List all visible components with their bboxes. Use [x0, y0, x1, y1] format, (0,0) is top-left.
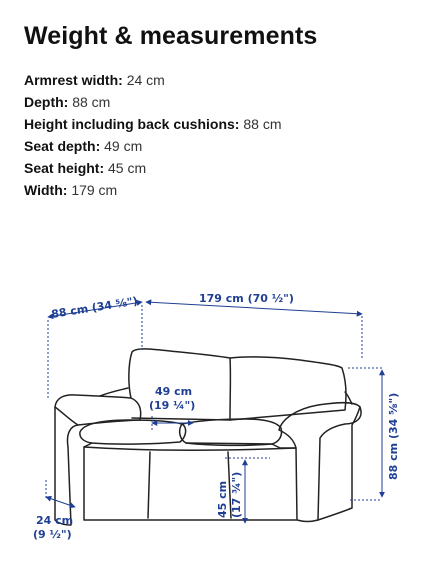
- seat-height-cm-label: 45 cm: [216, 480, 229, 518]
- page-title: Weight & measurements: [24, 22, 318, 50]
- spec-label: Width:: [24, 182, 68, 198]
- spec-label: Seat depth:: [24, 138, 101, 154]
- depth-dimension-label: 88 cm (34 ⅝"): [50, 294, 139, 321]
- spec-value: 24 cm: [126, 72, 165, 88]
- spec-value: 179 cm: [71, 182, 118, 198]
- spec-label: Seat height:: [24, 160, 105, 176]
- spec-label: Height including back cushions:: [24, 116, 240, 132]
- armrest-in-label: (9 ½"): [33, 528, 72, 541]
- spec-item-height: [24, 113, 281, 135]
- spec-list: [24, 69, 281, 201]
- sofa-dimension-drawing: [0, 270, 439, 580]
- spec-label: Depth:: [24, 94, 69, 110]
- spec-item-width: [24, 179, 281, 201]
- spec-item-armrest-width: [24, 69, 281, 91]
- sofa-outline: [55, 349, 361, 525]
- spec-value: 45 cm: [108, 160, 147, 176]
- spec-value: 88 cm: [72, 94, 111, 110]
- dimension-lines: [46, 302, 382, 523]
- seat-depth-cm-label: 49 cm: [155, 385, 193, 398]
- width-dimension-label: 179 cm (70 ½"): [199, 292, 294, 305]
- spec-label: Armrest width:: [24, 72, 123, 88]
- seat-height-in-label: (17 ¾"): [230, 471, 243, 518]
- spec-item-seat-depth: [24, 135, 281, 157]
- seat-depth-in-label: (19 ¼"): [149, 399, 196, 412]
- spec-value: 88 cm: [243, 116, 282, 132]
- armrest-cm-label: 24 cm: [36, 514, 74, 527]
- spec-item-depth: [24, 91, 281, 113]
- height-dimension-label: 88 cm (34 ⅝"): [387, 392, 400, 480]
- spec-value: 49 cm: [104, 138, 143, 154]
- spec-item-seat-height: [24, 157, 281, 179]
